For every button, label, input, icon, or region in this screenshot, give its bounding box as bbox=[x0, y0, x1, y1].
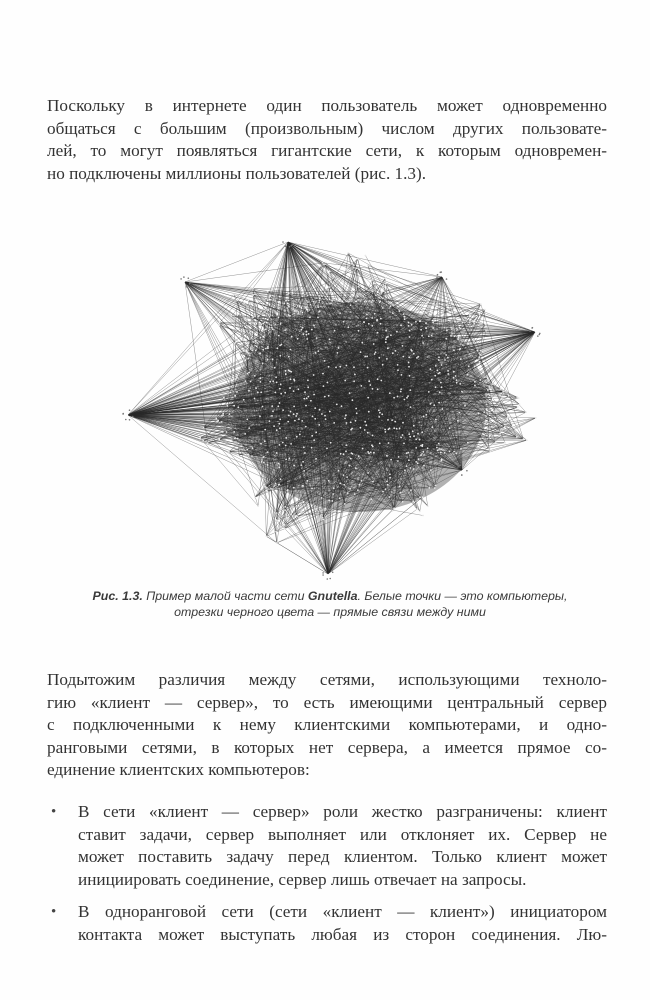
caption-label: Рис. 1.3. bbox=[92, 589, 143, 603]
text-line: В одноранговой сети (сети «клиент — клиент») инициатором bbox=[78, 902, 607, 922]
text-line: может поставить задачу перед клиентом. Только клиент может bbox=[78, 847, 607, 867]
text-line: с подключенными к нему клиентскими компьютерами, и одно- bbox=[47, 715, 607, 735]
caption-text: . Белые точки — это компьютеры, bbox=[357, 589, 568, 603]
text-line: Подытожим различия между сетями, использующими техноло- bbox=[47, 670, 607, 689]
text-line: В сети «клиент — сервер» роли жестко разграничены: клиент bbox=[78, 802, 607, 821]
caption-line-2: отрезки черного цвета — прямые связи между ними bbox=[174, 605, 486, 619]
caption-strong: Gnutella bbox=[307, 589, 358, 603]
intro-paragraph bbox=[47, 95, 607, 185]
text-line: общаться с большим (произвольным) числом других пользовате- bbox=[47, 118, 607, 138]
graph-edges bbox=[128, 242, 536, 574]
bullet-icon: • bbox=[51, 804, 57, 820]
text-line: гию «клиент — сервер», то есть имеющими центральный сервер bbox=[47, 692, 607, 712]
caption-line-1 bbox=[60, 588, 600, 604]
caption-text: Пример малой части сети bbox=[142, 589, 308, 603]
text-line: лей, то могут появляться гигантские сети, к которым одновремен- bbox=[47, 141, 607, 161]
list-item bbox=[47, 801, 607, 891]
text-line: Поскольку в интернете один пользователь может одновременно bbox=[47, 96, 607, 115]
text-line: ранговыми сетями, в которых нет сервера, а имеется прямое со- bbox=[47, 737, 607, 757]
summary-paragraph bbox=[47, 669, 607, 782]
comparison-list bbox=[47, 801, 607, 957]
gnutella-network-figure bbox=[110, 222, 570, 582]
list-item bbox=[47, 901, 607, 946]
network-graph-image bbox=[110, 222, 570, 582]
figure-caption bbox=[60, 588, 600, 620]
text-line: ставит задачи, сервер выполняет или отклоняет их. Сервер не bbox=[78, 824, 607, 844]
bullet-icon: • bbox=[51, 904, 57, 921]
text-line: единение клиентских компьютеров: bbox=[47, 760, 310, 780]
text-line: но подключены миллионы пользователей (рис. 1.3). bbox=[47, 163, 427, 183]
text-line: инициировать соединение, сервер лишь отвечает на запросы. bbox=[78, 869, 527, 889]
text-line: контакта может выступать любая из сторон соединения. Лю- bbox=[78, 924, 607, 944]
